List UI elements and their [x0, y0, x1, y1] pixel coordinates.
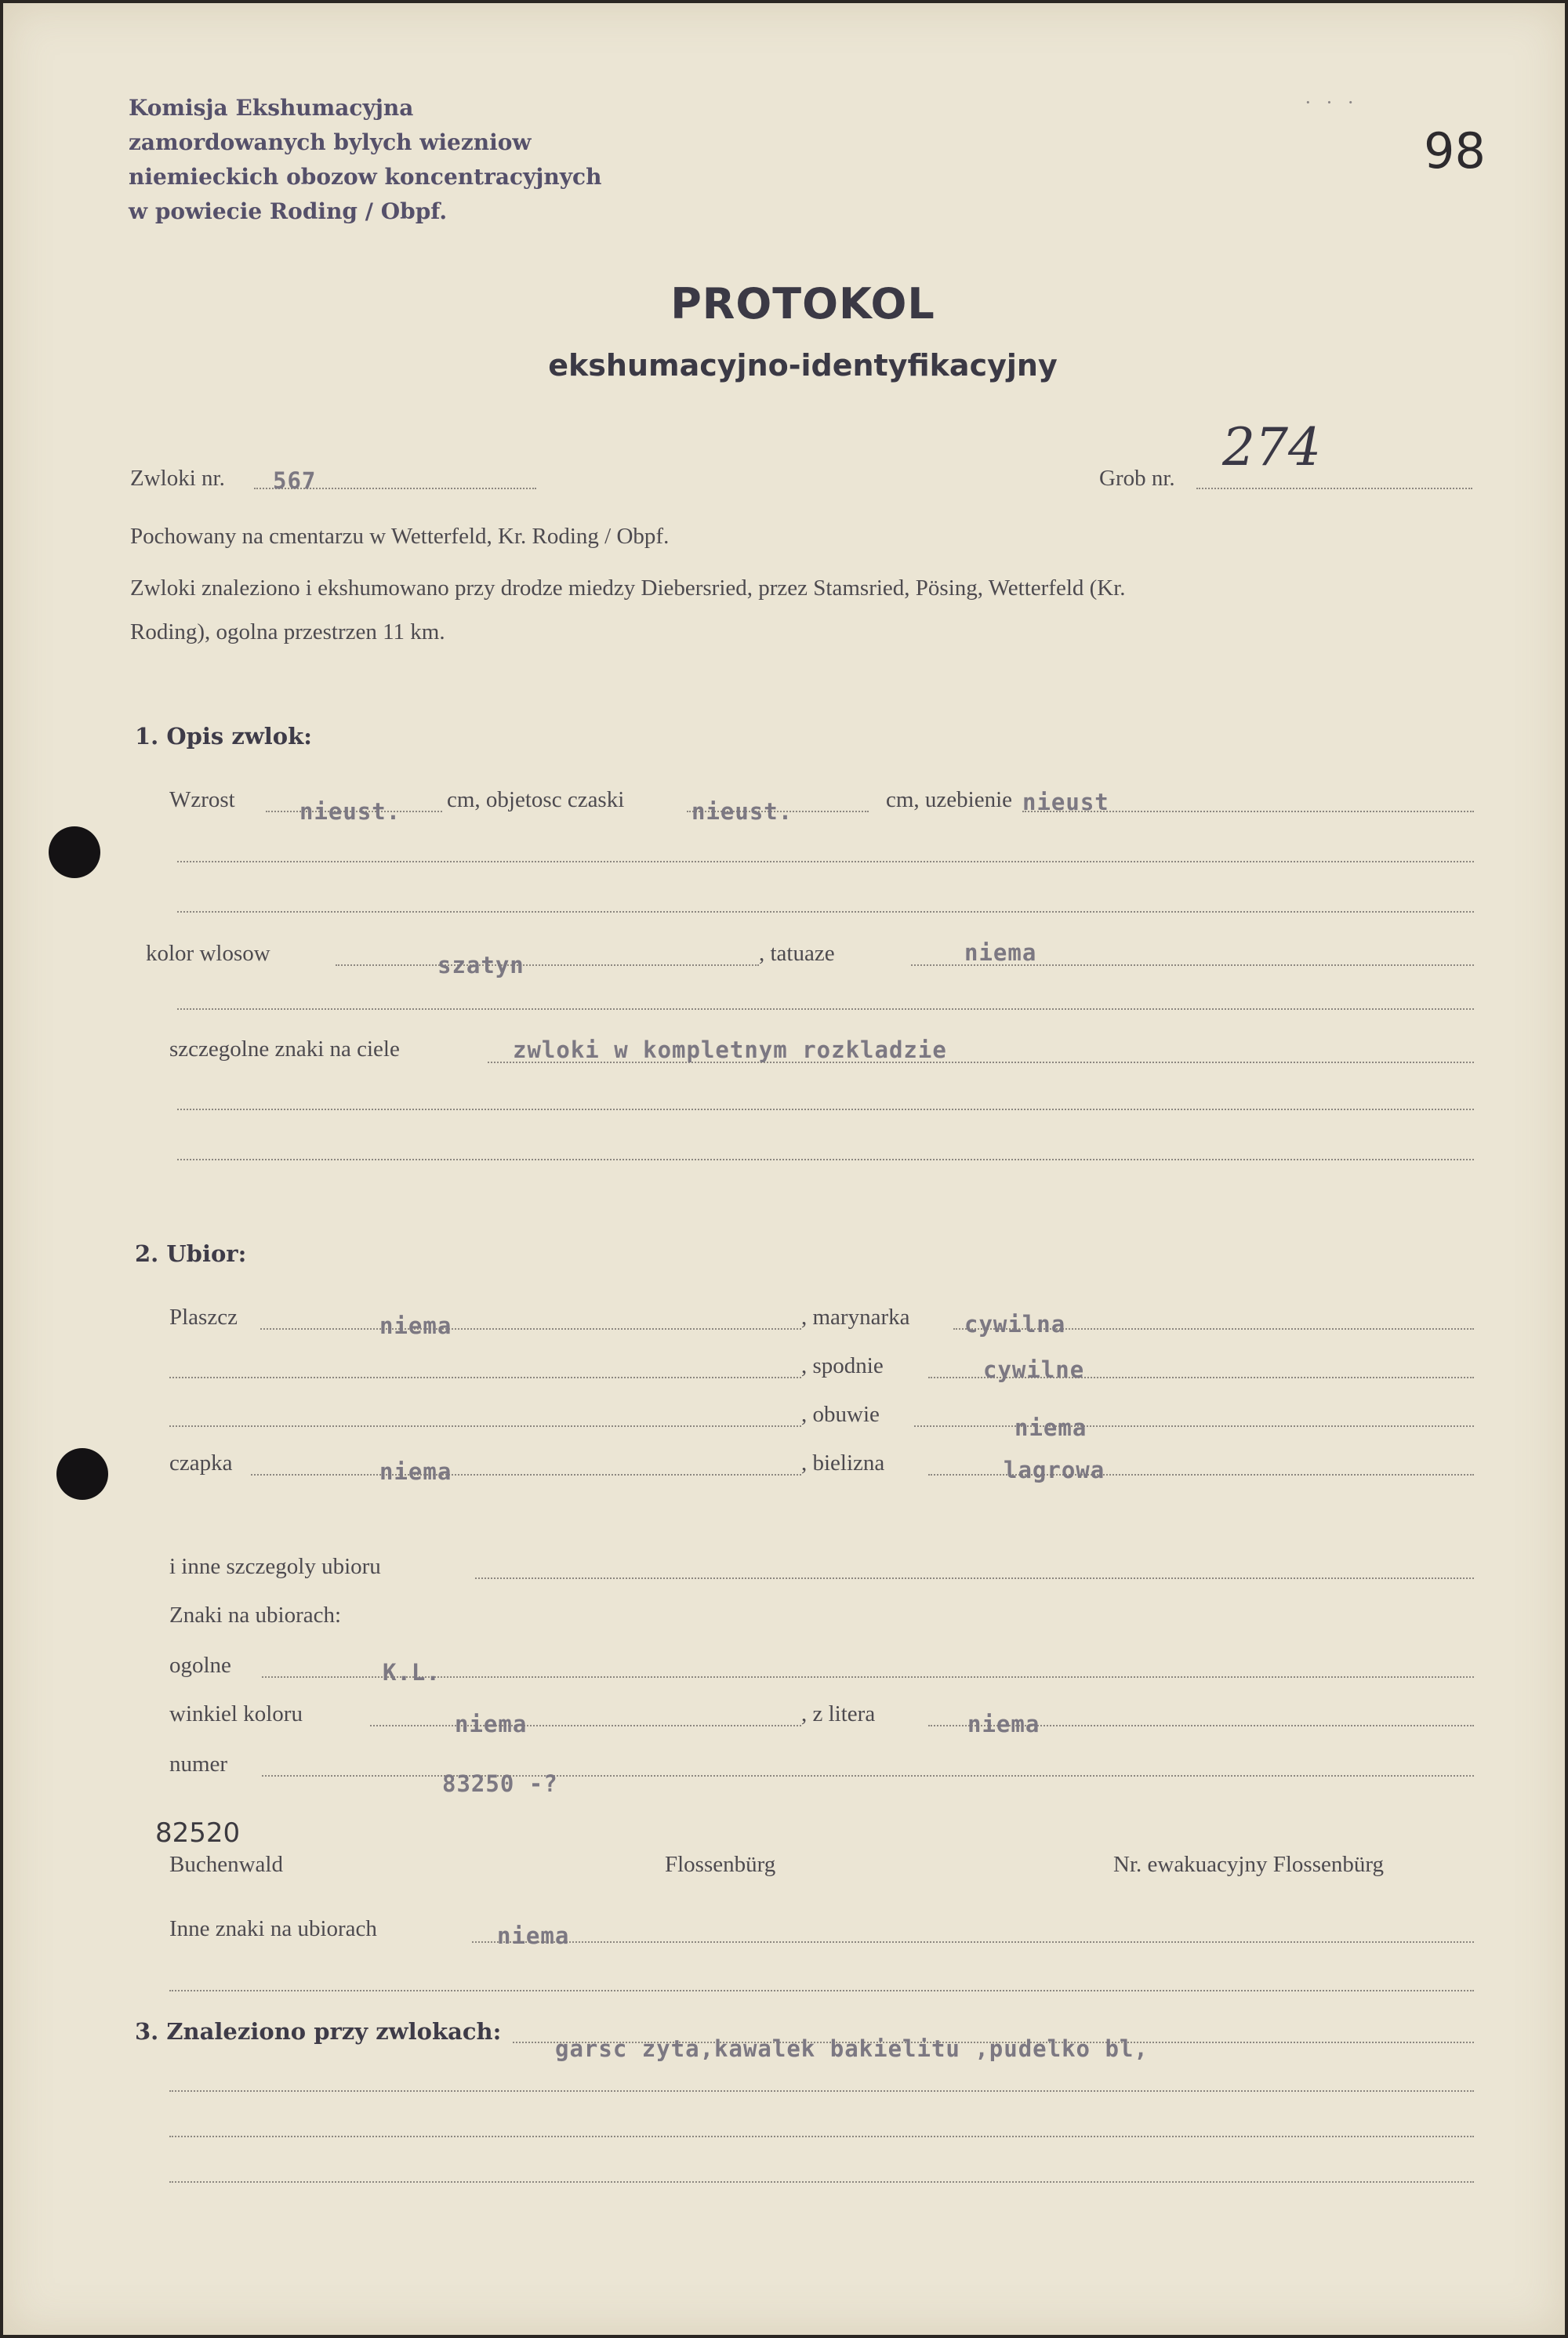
found-location-line1: Zwloki znaleziono i ekshumowano przy drodze miedzy Diebersried, przez Stamsried, Pösing, Wetterfeld (Kr. — [130, 575, 1126, 601]
punch-hole-bottom — [56, 1448, 108, 1500]
szczegolne-znaki-value: zwloki w kompletnym rozkladzie — [513, 1036, 947, 1063]
inne-szczegoly-dotted-line — [475, 1577, 1474, 1579]
punch-hole-top — [49, 826, 100, 878]
szczegolne-znaki-label: szczegolne znaki na ciele — [169, 1036, 400, 1062]
numer-value: 83250 -? — [442, 1770, 558, 1797]
kolor-wlosow-value: szatyn — [437, 952, 524, 978]
found-location-line2: Roding), ogolna przestrzen 11 km. — [130, 619, 445, 644]
winkiel-dotted-line — [370, 1725, 801, 1726]
bielizna-label: , bielizna — [801, 1450, 885, 1476]
czaski-label: cm, objetosc czaski — [447, 787, 625, 812]
marynarka-label: , marynarka — [801, 1305, 910, 1330]
zwloki-value: 567 — [273, 467, 317, 494]
znaki-na-ubiorach-label: Znaki na ubiorach: — [169, 1603, 342, 1628]
blank-line — [169, 1425, 801, 1427]
flossenburg-label: Flossenbürg — [665, 1852, 776, 1877]
uzebienie-label: cm, uzebienie — [886, 787, 1013, 812]
czapka-label: czapka — [169, 1450, 233, 1476]
numer-label: numer — [169, 1752, 228, 1777]
blank-line — [177, 861, 1474, 862]
wzrost-label: Wzrost — [169, 787, 235, 812]
czapka-value: niema — [379, 1458, 452, 1485]
ogolne-label: ogolne — [169, 1653, 231, 1678]
grob-dotted-line — [1196, 488, 1472, 489]
blank-line — [177, 1109, 1474, 1110]
kolor-wlosow-label: kolor wlosow — [146, 941, 270, 966]
plaszcz-value: niema — [379, 1312, 452, 1339]
inne-szczegoly-label: i inne szczegoly ubioru — [169, 1554, 381, 1579]
ogolne-value: K.L. — [383, 1659, 441, 1686]
czapka-dotted-line — [251, 1474, 801, 1476]
section-3-value: garsc zyta,kawalek bakielitu ,pudelko bl, — [555, 2035, 1149, 2062]
blank-line — [169, 2136, 1474, 2137]
spodnie-value: cywilne — [983, 1356, 1085, 1383]
litera-value: niema — [967, 1711, 1040, 1737]
plaszcz-label: Plaszcz — [169, 1305, 238, 1330]
marynarka-value: cywilna — [964, 1311, 1066, 1338]
grob-value: 274 — [1222, 417, 1321, 477]
plaszcz-dotted-line — [260, 1328, 801, 1330]
bielizna-value: lagrowa — [1004, 1457, 1105, 1483]
document-page — [3, 3, 1565, 2335]
section-1-heading: 1. Opis zwlok: — [135, 723, 312, 750]
winkiel-label: winkiel koloru — [169, 1701, 303, 1726]
handwritten-prisoner-number: 82520 — [155, 1817, 241, 1849]
page-number: 98 — [1424, 122, 1486, 180]
winkiel-value: niema — [455, 1711, 528, 1737]
blank-line — [177, 1159, 1474, 1160]
kolor-dotted-line — [336, 964, 759, 966]
blank-line — [177, 1008, 1474, 1010]
blank-line — [169, 2181, 1474, 2183]
section-2-heading: 2. Ubior: — [135, 1240, 247, 1267]
obuwie-label: , obuwie — [801, 1402, 880, 1427]
zwloki-label: Zwloki nr. — [130, 466, 225, 491]
ewakuacyjny-label: Nr. ewakuacyjny Flossenbürg — [1113, 1852, 1384, 1877]
blank-line — [177, 911, 1474, 913]
obuwie-value: niema — [1014, 1414, 1087, 1441]
litera-label: , z litera — [801, 1701, 876, 1726]
tatuaze-value: niema — [964, 939, 1037, 966]
inne-znaki-label: Inne znaki na ubiorach — [169, 1916, 377, 1941]
inne-znaki-value: niema — [497, 1922, 570, 1949]
tatuaze-label: , tatuaze — [759, 941, 835, 966]
blank-line — [169, 2090, 1474, 2092]
burial-location: Pochowany na cmentarzu w Wetterfeld, Kr. Roding / Obpf. — [130, 524, 670, 549]
section-3-heading: 3. Znaleziono przy zwlokach: — [135, 2018, 502, 2045]
issuing-commission: Komisja Ekshumacyjna zamordowanych bylych wiezniow niemieckich obozow koncentracyjnych w powiecie Roding / Obpf. — [129, 95, 602, 224]
blank-line — [169, 1990, 1474, 1991]
czaski-value: nieust. — [691, 798, 793, 825]
inne-znaki-dotted-line — [472, 1941, 1474, 1943]
wzrost-value: nieust. — [299, 798, 401, 825]
document-title: PROTOKOL — [670, 279, 935, 329]
grob-label: Grob nr. — [1099, 466, 1175, 491]
obuwie-dotted-line — [914, 1425, 1474, 1427]
blank-line — [169, 1377, 801, 1378]
buchenwald-label: Buchenwald — [169, 1852, 283, 1877]
document-subtitle: ekshumacyjno-identyfikacyjny — [548, 348, 1058, 383]
ogolne-dotted-line — [262, 1676, 1474, 1678]
faint-marks: · · · — [1305, 91, 1359, 114]
spodnie-label: , spodnie — [801, 1353, 884, 1378]
uzebienie-value: nieust — [1022, 789, 1109, 815]
